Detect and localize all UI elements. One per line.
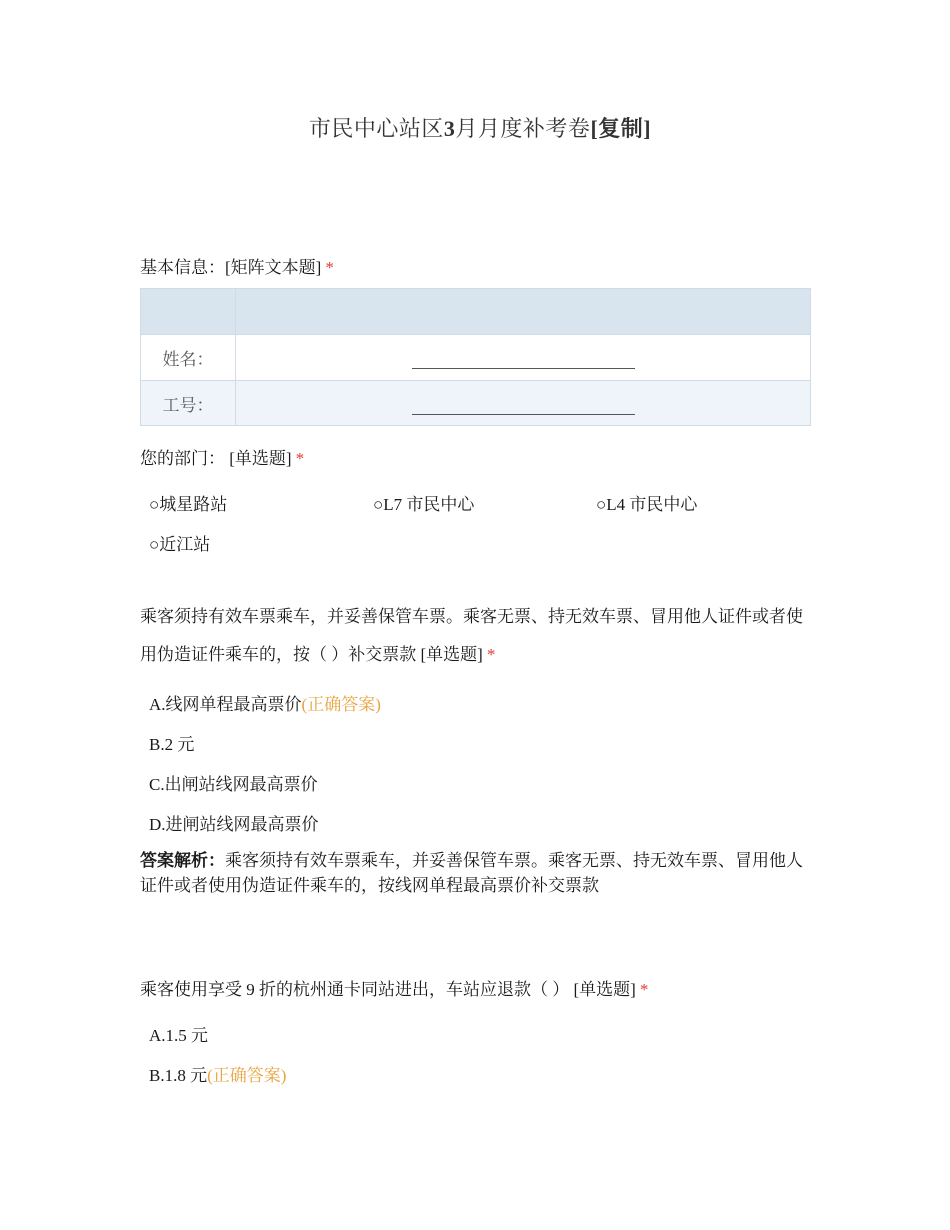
matrix-row xyxy=(141,381,811,426)
choice-option[interactable] xyxy=(149,690,381,715)
radio-option[interactable]: ○L7 市民中心 xyxy=(373,495,475,514)
matrix-header-row xyxy=(141,289,811,335)
question-label: 您的部门： [单选题] xyxy=(140,449,292,468)
question-text: 乘客须持有效车票乘车，并妥善保管车票。乘客无票、持无效车票、冒用他人证件或者使用伪造证件乘车的，按（ ）补交票款 [单选题] xyxy=(140,607,803,664)
option-text: C.出闸站线网最高票价 xyxy=(149,775,318,794)
answer-analysis xyxy=(140,848,812,898)
title-prefix: 市民中心站区 xyxy=(308,116,444,141)
correct-answer-tag: (正确答案) xyxy=(207,1066,287,1085)
option-text: B.2 元 xyxy=(149,735,195,754)
choice-option[interactable] xyxy=(149,730,194,755)
choice-option[interactable] xyxy=(149,810,319,835)
required-mark: * xyxy=(325,258,334,277)
question-fare xyxy=(140,598,812,674)
matrix-row-label: 姓名： xyxy=(141,335,236,381)
page-title xyxy=(0,112,950,143)
required-mark: * xyxy=(486,645,496,664)
option-text: B.1.8 元 xyxy=(149,1066,208,1085)
blank-line[interactable] xyxy=(412,346,635,369)
required-mark: * xyxy=(295,449,305,468)
matrix-row xyxy=(141,335,811,381)
analysis-text: 乘客须持有效车票乘车，并妥善保管车票。乘客无票、持无效车票、冒用他人证件或者使用伪造证件乘车的，按线网单程最高票价补交票款 xyxy=(140,851,803,895)
question-refund xyxy=(140,975,648,1000)
employee-id-field[interactable] xyxy=(236,381,811,426)
matrix-row-label: 工号： xyxy=(141,381,236,426)
choice-option[interactable] xyxy=(149,770,318,795)
title-number: 3 xyxy=(443,116,456,141)
option-text: A.线网单程最高票价 xyxy=(149,695,302,714)
title-suffix: [复制] xyxy=(590,116,652,141)
question-basic-info xyxy=(140,253,334,278)
radio-option[interactable]: ○城星路站 xyxy=(149,495,228,514)
radio-option[interactable]: ○L4 市民中心 xyxy=(596,495,698,514)
option-text: A.1.5 元 xyxy=(149,1026,209,1045)
radio-option[interactable]: ○近江站 xyxy=(149,535,211,554)
correct-answer-tag: (正确答案) xyxy=(301,695,381,714)
required-mark: * xyxy=(639,980,649,999)
title-middle: 月月度补考卷 xyxy=(455,116,591,141)
choice-option[interactable] xyxy=(149,1061,286,1086)
question-label: 基本信息：[矩阵文本题] xyxy=(140,258,322,277)
choice-option[interactable] xyxy=(149,1021,208,1046)
blank-line[interactable] xyxy=(412,392,635,415)
matrix-table xyxy=(140,288,811,426)
question-department xyxy=(140,444,304,469)
option-text: D.进闸站线网最高票价 xyxy=(149,815,319,834)
matrix-header-cell xyxy=(141,289,236,335)
matrix-header-cell xyxy=(236,289,811,335)
name-field[interactable] xyxy=(236,335,811,381)
analysis-label: 答案解析： xyxy=(140,851,225,870)
question-text: 乘客使用享受 9 折的杭州通卡同站进出，车站应退款（ ） [单选题] xyxy=(140,980,636,999)
